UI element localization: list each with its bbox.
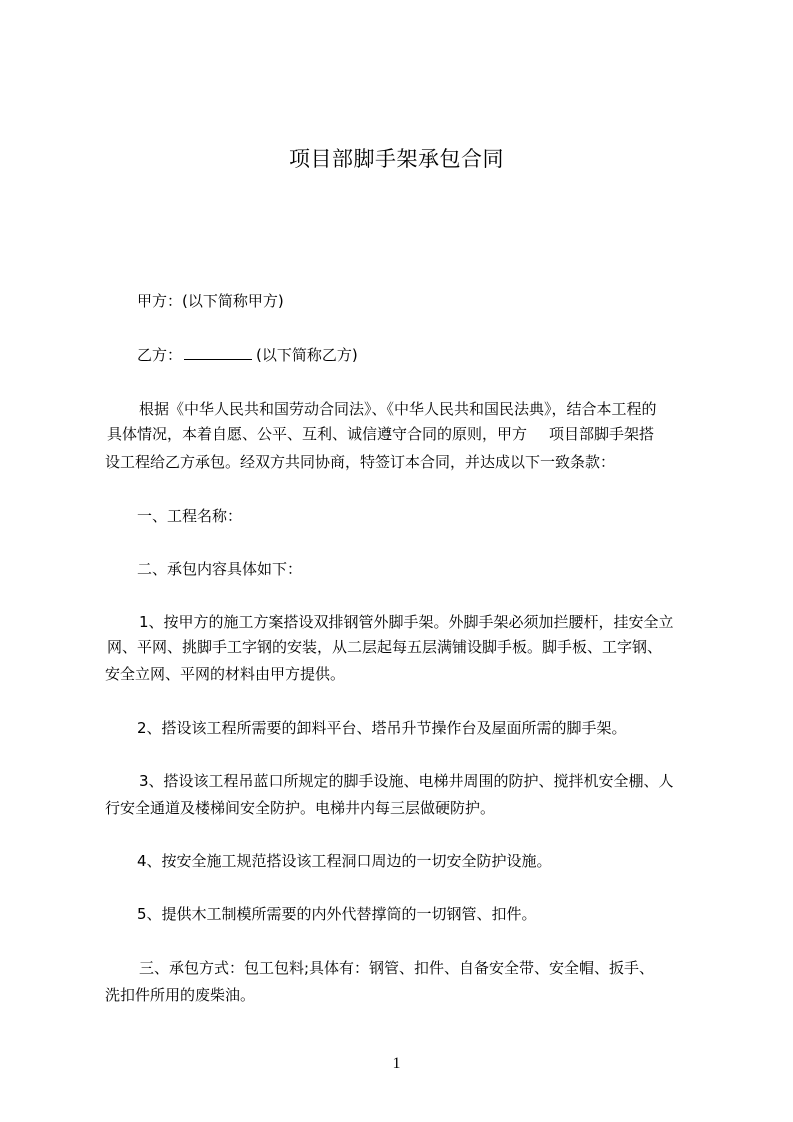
item-1-line-3: 安全立网、平网的材料由甲方提供。	[105, 665, 346, 683]
item-1-line-1: 1、按甲方的施工方案搭设双排钢管外脚手架。外脚手架必须加拦腰杆，挂安全立	[139, 613, 674, 631]
intro-line-2	[107, 424, 654, 444]
section-3-line-2: 洗扣件所用的废柴油。	[105, 986, 256, 1004]
party-b-suffix: (以下简称乙方)	[256, 346, 358, 364]
intro-line-3: 设工程给乙方承包。经双方共同协商，特签订本合同，并达成以下一致条款：	[105, 453, 616, 471]
party-b-label: 乙方：	[137, 346, 183, 364]
party-b-line	[137, 345, 358, 365]
section-2-heading: 二、承包内容具体如下：	[137, 560, 303, 578]
party-b-blank	[184, 345, 252, 360]
page-number: 1	[392, 1055, 401, 1072]
intro-line-1: 根据《中华人民共和国劳动合同法》、《中华人民共和国民法典》，结合本工程的	[139, 400, 657, 418]
item-2-line: 2、搭设该工程所需要的卸料平台、塔吊升节操作台及屋面所需的脚手架。	[137, 719, 627, 737]
page-title: 项目部脚手架承包合同	[289, 147, 504, 171]
section-1-heading: 一、工程名称：	[137, 507, 243, 525]
item-3-line-1: 3、搭设该工程吊蓝口所规定的脚手设施、电梯井周围的防护、搅拌机安全棚、人	[139, 772, 674, 790]
intro-line-2b: 项目部脚手架搭	[549, 425, 655, 443]
section-3-line-1: 三、承包方式：包工包料;具体有：钢管、扣件、自备安全带、安全帽、扳手、	[139, 959, 655, 977]
item-3-line-2: 行安全通道及楼梯间安全防护。电梯井内每三层做硬防护。	[105, 799, 496, 817]
item-4-line: 4、按安全施工规范搭设该工程洞口周边的一切安全防护设施。	[137, 852, 552, 870]
item-5-line: 5、提供木工制模所需要的内外代替撑筒的一切钢管、扣件。	[137, 905, 537, 923]
item-1-line-2: 网、平网、挑脚手工字钢的安装，从二层起每五层满铺设脚手板。脚手板、工字钢、	[107, 638, 663, 656]
intro-line-2a: 具体情况，本着自愿、公平、互利、诚信遵守合同的原则，甲方	[107, 425, 528, 443]
party-a-line: 甲方：(以下简称甲方)	[137, 292, 284, 310]
